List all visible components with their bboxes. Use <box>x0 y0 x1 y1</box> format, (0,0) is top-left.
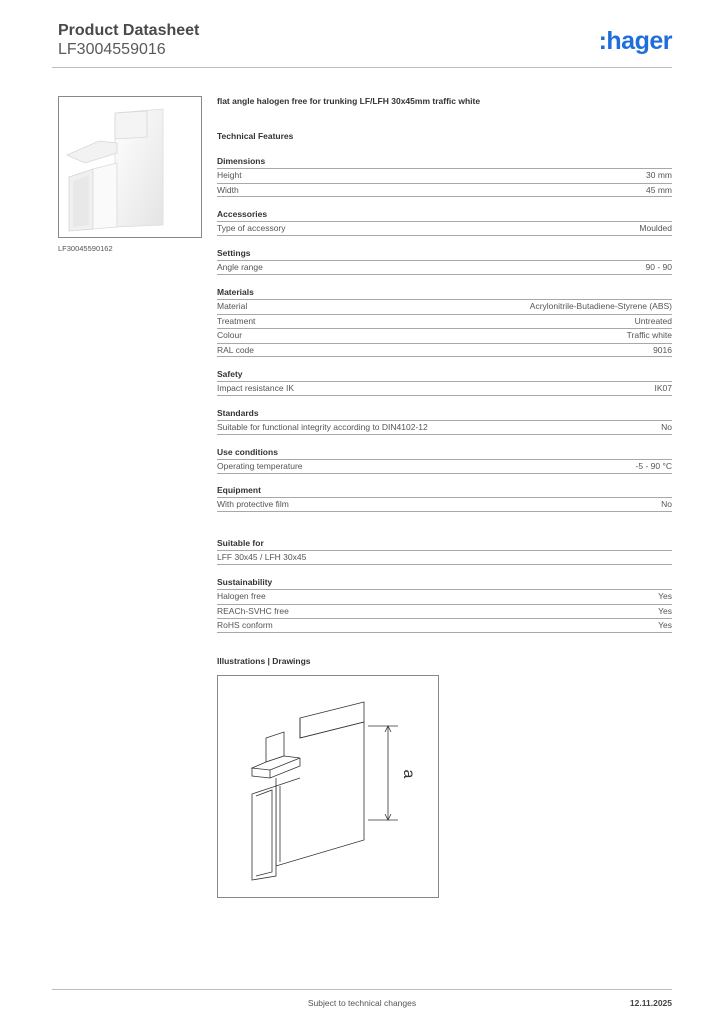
technical-features-title: Technical Features <box>217 131 294 141</box>
table-row <box>217 589 672 604</box>
logo-text: hager <box>606 27 672 55</box>
row-value: No <box>661 499 672 509</box>
group-title: Safety <box>217 369 243 379</box>
header-divider <box>52 67 672 68</box>
row-value: Yes <box>658 620 672 630</box>
row-label: REACh-SVHC free <box>217 605 289 616</box>
row-value: 45 mm <box>646 184 672 195</box>
group-suitable-for <box>217 537 672 565</box>
product-code: LF3004559016 <box>58 41 166 58</box>
row-value: 9016 <box>653 344 672 355</box>
group-safety <box>217 368 672 396</box>
group-title: Use conditions <box>217 447 278 457</box>
group-dimensions <box>217 155 672 197</box>
product-image <box>58 96 202 238</box>
group-settings <box>217 247 672 275</box>
table-row <box>217 604 672 619</box>
footer-note: Subject to technical changes <box>307 998 417 1008</box>
group-use-conditions <box>217 446 672 474</box>
row-label: Operating temperature <box>217 461 303 471</box>
group-accessories <box>217 208 672 236</box>
row-value: No <box>661 422 672 432</box>
table-row <box>217 299 672 314</box>
row-label: RAL code <box>217 344 255 355</box>
group-standards <box>217 407 672 435</box>
row-label: Material <box>217 301 248 311</box>
hager-logo <box>599 26 672 56</box>
flat-angle-drawing-icon <box>218 676 440 899</box>
row-value: Yes <box>658 591 672 601</box>
document-header <box>58 22 199 60</box>
group-title: Materials <box>217 287 254 297</box>
group-title: Accessories <box>217 209 268 219</box>
row-label: Halogen free <box>217 591 266 601</box>
product-description: flat angle halogen free for trunking LF/LFH 30x45mm traffic white <box>217 96 481 106</box>
table-row <box>217 328 672 343</box>
logo-dots-icon: : <box>598 27 607 55</box>
group-title: Dimensions <box>217 156 266 166</box>
row-label: RoHS conform <box>217 620 273 630</box>
group-materials <box>217 286 672 357</box>
row-label: Height <box>217 170 242 180</box>
row-label: With protective film <box>217 499 289 509</box>
group-title: Standards <box>217 408 259 418</box>
dimension-label: a <box>400 769 417 779</box>
table-row <box>217 618 672 633</box>
row-label: Suitable for functional integrity according to DIN4102-12 <box>217 422 428 432</box>
table-row <box>217 420 672 435</box>
table-row <box>217 260 672 275</box>
row-value: Yes <box>658 605 672 616</box>
group-equipment <box>217 484 672 512</box>
row-label: Type of accessory <box>217 223 286 233</box>
table-row <box>217 343 672 358</box>
table-row <box>217 314 672 329</box>
flat-angle-photo-icon <box>59 97 203 239</box>
table-row <box>217 221 672 236</box>
row-label: Colour <box>217 330 243 340</box>
row-value: Acrylonitrile-Butadiene-Styrene (ABS) <box>529 301 672 311</box>
row-value: 30 mm <box>646 170 672 180</box>
row-value: 90 - 90 <box>645 262 672 272</box>
row-label: Angle range <box>217 262 263 272</box>
group-title: Settings <box>217 248 251 258</box>
row-label: Treatment <box>217 315 256 326</box>
document-title: Product Datasheet <box>58 22 200 39</box>
row-value: IK07 <box>654 383 672 393</box>
table-row <box>217 550 672 565</box>
table-row <box>217 459 672 474</box>
row-value: -5 - 90 °C <box>635 461 672 471</box>
group-title: Sustainability <box>217 577 273 587</box>
group-sustainability <box>217 576 672 633</box>
table-row <box>217 168 672 183</box>
row-value: Moulded <box>639 223 672 233</box>
row-label: Impact resistance IK <box>217 383 295 393</box>
row-label: Width <box>217 184 239 195</box>
illustrations-title: Illustrations | Drawings <box>217 656 311 666</box>
group-title: Suitable for <box>217 538 264 548</box>
row-value: Traffic white <box>626 330 672 340</box>
table-row <box>217 381 672 396</box>
footer-divider <box>52 989 672 990</box>
footer-date: 12.11.2025 <box>629 998 672 1008</box>
group-title: Equipment <box>217 485 261 495</box>
table-row <box>217 183 672 198</box>
technical-drawing <box>217 675 439 898</box>
table-row <box>217 497 672 512</box>
image-caption: LF30045590162 <box>58 244 113 253</box>
row-value: Untreated <box>634 315 672 326</box>
row-label: LFF 30x45 / LFH 30x45 <box>217 552 307 562</box>
